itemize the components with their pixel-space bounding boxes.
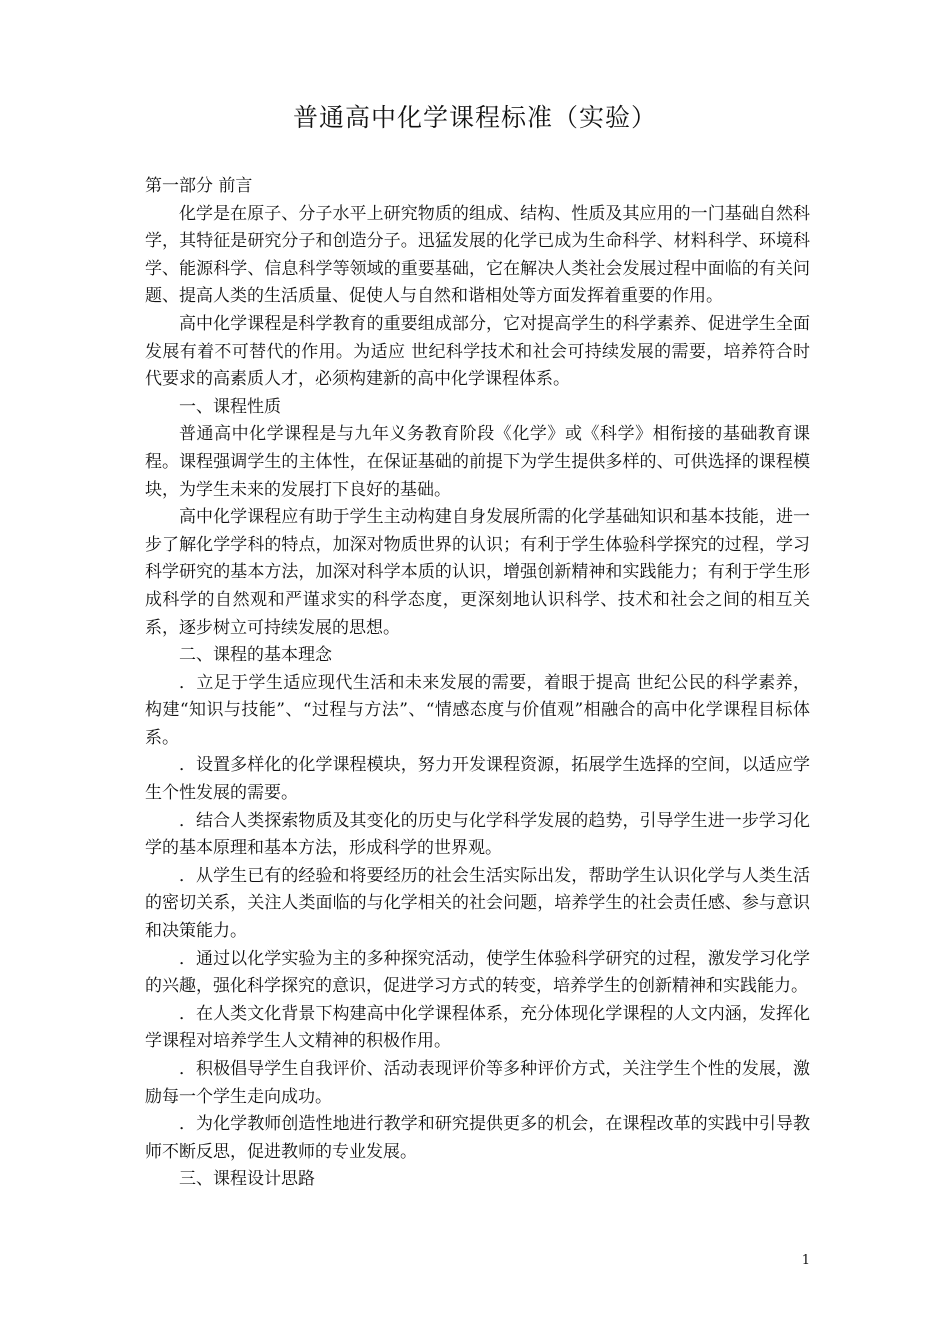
part-heading: 第一部分 前言 [145,176,253,196]
concept-item: ．在人类文化背景下构建高中化学课程体系，充分体现化学课程的人文内涵，发挥化学课程对培养学生人文精神的积极作用。 [145,1003,810,1052]
section-paragraph: 高中化学课程应有助于学生主动构建自身发展所需的化学基础知识和基本技能，进一步了解化学学科的特点，加深对物质世界的认识；有利于学生体验科学探究的过程，学习科学研究的基本方法，加深对科学本质的认识，增强创新精神和实践能力；有利于学生形成科学的自然观和严谨求实的科学态度，更深刻地认识科学、技术和社会之间的相互关系，逐步树立可持续发展的思想。 [145,507,810,638]
section-heading-nature: 一、课程性质 [179,396,281,417]
document-title: 普通高中化学课程标准（实验） [292,103,657,132]
concept-item: ．通过以化学实验为主的多种探究活动，使学生体验科学研究的过程，激发学习化学的兴趣，强化科学探究的意识，促进学习方式的转变，培养学生的创新精神和实践能力。 [145,948,810,997]
concept-item: ．积极倡导学生自我评价、活动表现评价等多种评价方式，关注学生个性的发展，激励每一个学生走向成功。 [145,1059,810,1107]
preface-paragraph: 高中化学课程是科学教育的重要组成部分，它对提高学生的科学素养、促进学生全面发展有着不可替代的作用。为适应 世纪科学技术和社会可持续发展的需要，培养符合时代要求的高素质人才，必须构建新的高中化学课程体系。 [145,313,810,390]
concept-item: ．结合人类探索物质及其变化的历史与化学科学发展的趋势，引导学生进一步学习化学的基本原理和基本方法，形成科学的世界观。 [145,810,810,859]
document-body [145,173,810,1194]
page-number: 1 [801,1253,810,1268]
preface-paragraph: 化学是在原子、分子水平上研究物质的组成、结构、性质及其应用的一门基础自然科学，其特征是研究分子和创造分子。迅猛发展的化学已成为生命科学、材料科学、环境科学、能源科学、信息科学等领域的重要基础，它在解决人类社会发展过程中面临的有关问题、提高人类的生活质量、促使人与自然和谐相处等方面发挥着重要的作用。 [145,203,810,307]
concept-item: ．从学生已有的经验和将要经历的社会生活实际出发，帮助学生认识化学与人类生活的密切关系，关注人类面临的与化学相关的社会问题，培养学生的社会责任感、参与意识和决策能力。 [145,865,810,942]
concept-item: ．立足于学生适应现代生活和未来发展的需要，着眼于提高 世纪公民的科学素养，构建“知识与技能”、“过程与方法”、“情感态度与价值观”相融合的高中化学课程目标体系。 [145,672,810,748]
concept-item: ．设置多样化的化学课程模块，努力开发课程资源，拓展学生选择的空间，以适应学生个性发展的需要。 [145,755,810,804]
section-heading-design: 三、课程设计思路 [179,1169,315,1190]
section-heading-concepts: 二、课程的基本理念 [179,645,332,666]
concept-item: ．为化学教师创造性地进行教学和研究提供更多的机会，在课程改革的实践中引导教师不断反思，促进教师的专业发展。 [145,1114,810,1162]
section-paragraph: 普通高中化学课程是与九年义务教育阶段《化学》或《科学》相衔接的基础教育课程。课程强调学生的主体性，在保证基础的前提下为学生提供多样的、可供选择的课程模块，为学生未来的发展打下良好的基础。 [145,424,810,500]
